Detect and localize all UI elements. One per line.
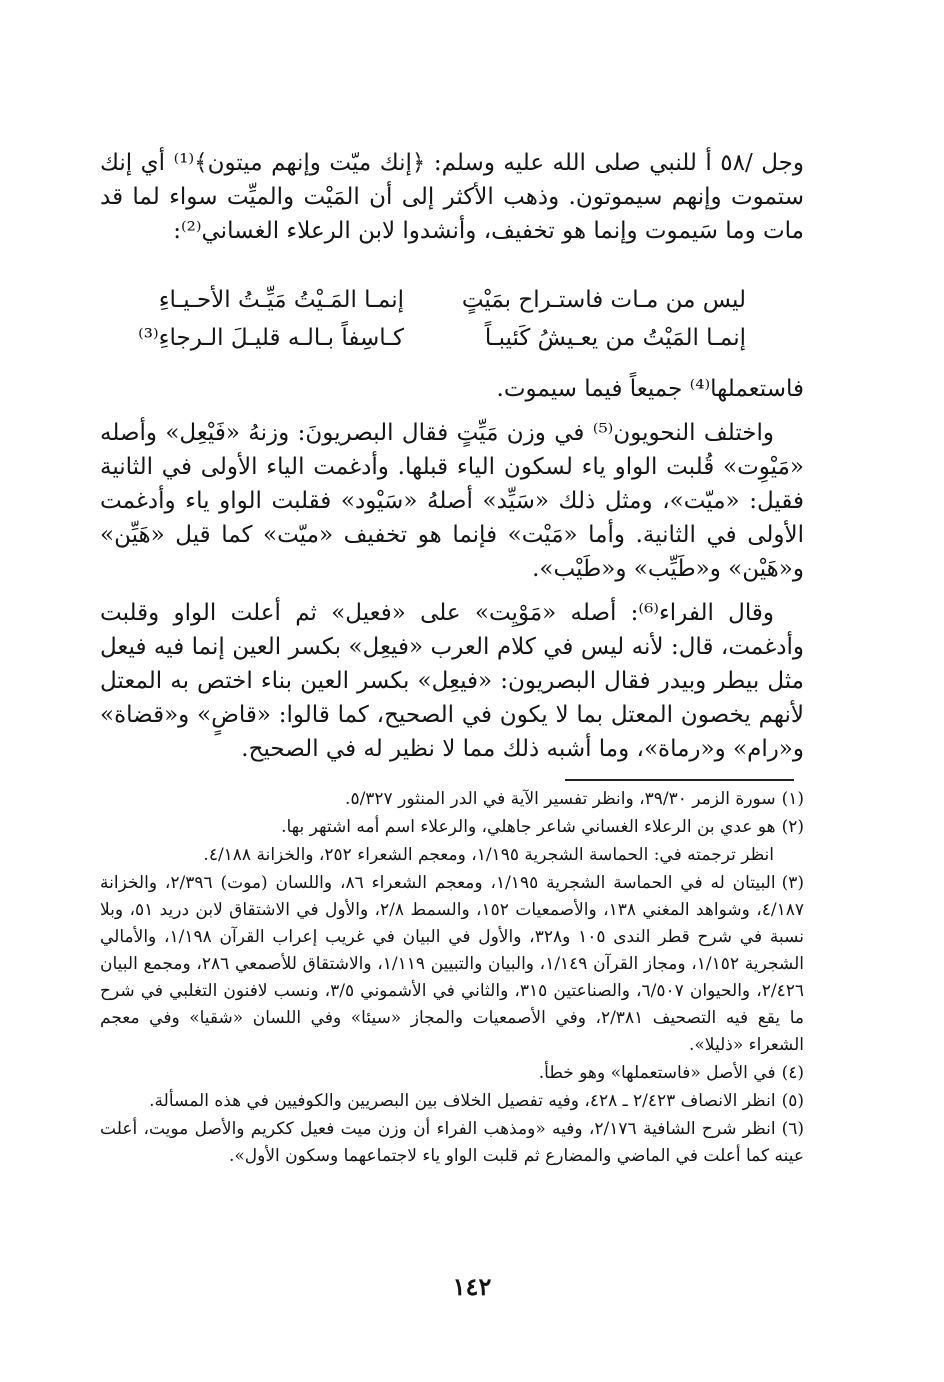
footnote-4 xyxy=(100,1060,804,1087)
footnote-6 xyxy=(100,1116,804,1170)
verse-2-first-hemistich: إنمـا المَيْتُ من يعـيشُ كَئيبـاً xyxy=(484,325,746,351)
page-number: ١٤٢ xyxy=(452,1272,492,1301)
verse-1-second-hemistich: إنمـا المَـيْتُ مَيِّـتُ الأحـيـاءِ xyxy=(158,287,404,313)
verse-line-1 xyxy=(100,283,804,321)
paragraph-3: واختلف النحويون⁽⁵⁾ في وزن مَيِّتٍ فقال البصريونَ: وزنهُ «فَيْعِل» وأصله «مَيْوِت» قُلبت الواو ياء لسكون الياء قبلها. وأدغمت الياء الأولى في الثانية فقيل: «ميّت»، ومثل ذلك «سَيِّد» أصلهُ «سَيْود» فقلبت الواو ياء وأدغمت الأولى في الثانية. وأما «مَيْت» فإنما هو تخفيف «ميّت» كما قيل «هَيِّن» و«هَيْن» و«طَيِّب» و«طَيْب». xyxy=(100,420,804,582)
paragraph-1: وجل /٥٨ أ للنبي صلى الله عليه وسلم: ﴿إنك ميّت وإنهم ميتون﴾⁽¹⁾ أي إنك ستموت وإنهم سيموتون. وذهب الأكثر إلى أن المَيْت والميِّت سواء لما قد مات وما سَيموت وإنما هو تخفيف، وأنشدوا لابن الرعلاء الغساني⁽²⁾: xyxy=(100,150,804,244)
footnote-5 xyxy=(100,1088,804,1115)
footnote-number: (٥) xyxy=(781,1091,804,1111)
verse-line-2 xyxy=(100,321,804,359)
verse-2-second-hemistich: كـاسِفاً بـالـه قليـلَ الـرجاءِ⁽³⁾ xyxy=(138,325,404,351)
footnote-text: سورة الزمر ٣٩/٣٠، وانظر تفسير الآية في الدر المنثور ٥/٣٢٧. xyxy=(345,789,776,809)
footnotes xyxy=(100,786,804,1171)
main-text-continued xyxy=(100,372,804,766)
footnote-separator xyxy=(565,779,794,781)
paragraph-4: وقال الفراء⁽⁶⁾: أصله «مَوْيِت» على «فعيل» ثم أعلت الواو وقلبت وأدغمت، قال: لأنه ليس في كلام العرب «فيعِل» بكسر العين إنما فيه فيعل مثل بيطر وبيدر فقال البصريون: «فيعِل» بكسر العين بناء اختص به المعتل لأنهم يخصون المعتل بما لا يكون في الصحيح، كما قالوا: «قاضٍ» و«قضاة» و«رام» و«رماة»، وما أشبه ذلك مما لا نظير له في الصحيح. xyxy=(100,600,804,762)
footnote-number: (٦) xyxy=(781,1119,804,1139)
footnote-text: انظر الانصاف ٢/٤٢٣ ـ ٤٢٨، وفيه تفصيل الخلاف بين البصريين والكوفيين في هذه المسألة. xyxy=(149,1091,776,1111)
footnote-number: (٢) xyxy=(781,817,804,837)
paragraph-2: فاستعملها⁽⁴⁾ جميعاً فيما سيموت. xyxy=(496,376,804,402)
footnote-text: انظر شرح الشافية ٢/١٧٦، وفيه «ومذهب الفراء أن وزن ميت فعيل ككريم والأصل مويت، أعلت عينه كما أعلت في الماضي والمضارع ثم قلبت الواو ياء لاجتماعهما وسكون الأول». xyxy=(100,1119,804,1166)
main-text xyxy=(100,146,804,248)
footnote-1 xyxy=(100,786,804,813)
footnote-2 xyxy=(100,814,804,841)
footnote-text: في الأصل «فاستعملها» وهو خطأ. xyxy=(538,1063,776,1083)
footnote-2-continuation xyxy=(100,842,804,869)
footnote-number: (٣) xyxy=(781,873,804,893)
footnote-text: البيتان له في الحماسة الشجرية ١/١٩٥، ومعجم الشعراء ٨٦، واللسان (موت) ٢/٣٩٦، والخزانة ٤/١٨٧، وشواهد المغني ١٣٨، والأصمعيات ١٥٢، والسمط ٢/٨، والأول في الاشتقاق لابن دريد ٥١، وبلا نسبة في شرح قطر الندى ١٠٥ و٣٢٨، والأول في البيان في غريب إعراب القرآن ١/١٩٨، والأمالي الشجرية ١/١٥٢، ومجاز القرآن ١/١٤٩، والبيان والتبيين ١/١١٩، والاشتقاق للأصمعي ٢٨٦، ومجمع البيان ٢/٤٢٦، والحيوان ٦/٥٠٧، والصناعتين ٣١٥، والثاني في الأشموني ٣/٥، ونسب لافنون التغلبي في شرح ما يقع فيه التصحيف ٢/٣٨١، وفي الأصمعيات والمجاز «سيئا» وفي اللسان «شقيا» وفي معجم الشعراء «ذليلا». xyxy=(100,873,805,1055)
verse-1-first-hemistich: ليس من مـات فاستـراح بمَيْتٍ xyxy=(461,287,746,313)
footnote-text: انظر ترجمته في: الحماسة الشجرية ١/١٩٥، ومعجم الشعراء ٢٥٢، والخزانة ٤/١٨٨. xyxy=(203,845,774,865)
footnote-text: هو عدي بن الرعلاء الغساني شاعر جاهلي، والرعلاء اسم أمه اشتهر بها. xyxy=(281,817,776,837)
footnote-number: (٤) xyxy=(781,1063,804,1083)
footnote-3 xyxy=(100,870,804,1059)
poem-verses xyxy=(100,283,804,359)
footnote-number: (١) xyxy=(781,789,804,809)
